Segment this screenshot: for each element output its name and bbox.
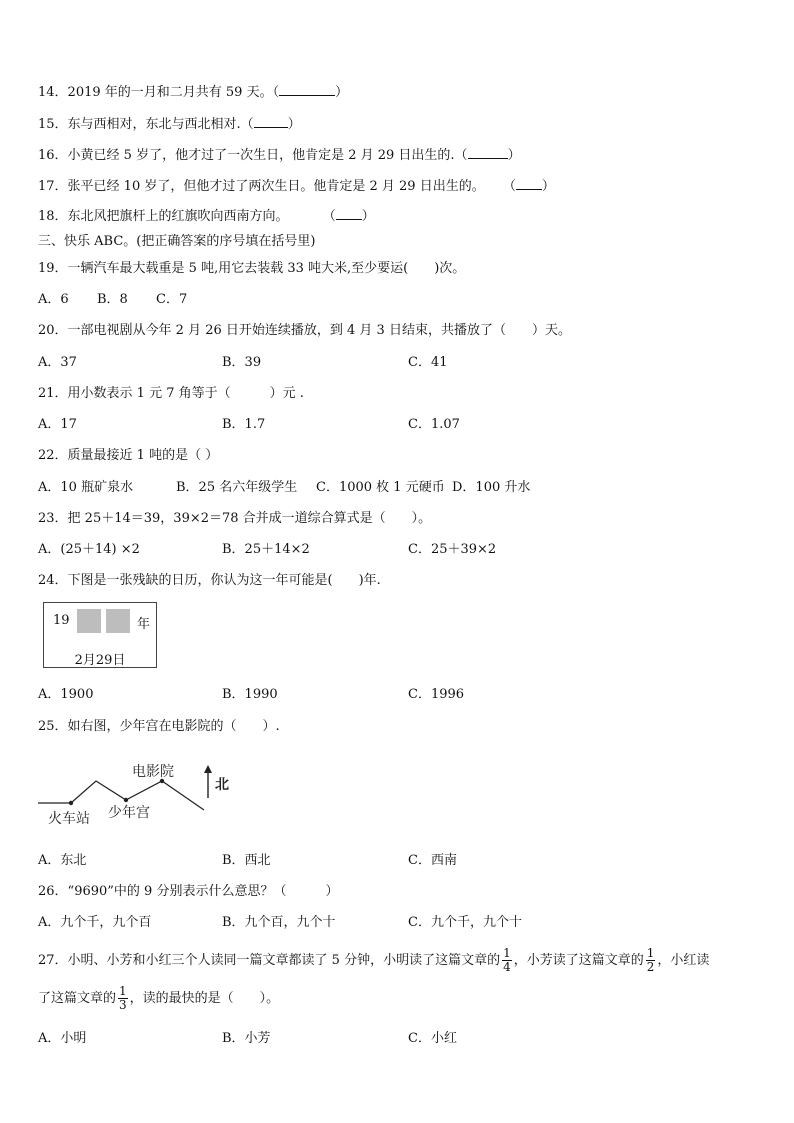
question-25: 25．如右图，少年宫在电影院的（ ）. [38,719,280,734]
option-27-a[interactable]: A．小明 [38,1031,87,1046]
palace-label: 少年宫 [108,805,150,821]
fraction-one-fourth [502,947,512,974]
answer-blank-15[interactable] [254,115,288,128]
option-22-a[interactable]: A．10 瓶矿泉水 [38,480,134,495]
option-24-c[interactable]: C．1996 [408,687,465,702]
question-22: 22．质量最接近 1 吨的是（ ） [38,448,219,463]
question-16 [38,146,521,164]
option-19-a[interactable]: A．6 [38,292,69,307]
cinema-label: 电影院 [132,764,174,780]
option-25-a[interactable]: A．东北 [38,853,87,868]
question-14-text: 14．2019 年的一月和二月共有 59 天。（ [38,85,280,100]
question-20: 20．一部电视剧从今年 2 月 26 日开始连续播放，到 4 月 3 日结束，共播放了（ ）天。 [38,323,571,338]
question-15-text: 15．东与西相对，东北与西北相对.（ [38,117,254,132]
question-27-part-5: ，读的最快的是（ ）。 [129,991,280,1006]
fraction-one-third [118,985,128,1012]
option-21-b[interactable]: B．1.7 [222,417,266,432]
question-27-part-2: ，小芳读了这篇文章的 [513,953,644,968]
fraction-one-half [646,947,656,974]
option-24-a[interactable]: A．1900 [38,687,94,702]
option-25-b[interactable]: B．西北 [222,853,271,868]
option-22-b[interactable]: B．25 名六年级学生 [176,480,298,495]
option-22-d[interactable]: D．100 升水 [452,480,531,495]
question-23: 23．把 25＋14＝39，39×2＝78 合并成一道综合算式是（ ）。 [38,511,432,526]
paren-open: （ [322,209,336,224]
option-23-b[interactable]: B．25＋14×2 [222,542,310,557]
question-27-part-4: 了这篇文章的 [38,991,117,1006]
missing-digit-box [77,609,101,633]
fraction-numerator: 1 [119,984,127,998]
paren-close: ） [335,85,349,100]
fraction-denominator: 3 [119,998,127,1012]
option-27-c[interactable]: C．小红 [408,1031,457,1046]
paren-close: ） [541,179,555,194]
question-17 [38,177,555,195]
paren-close: ） [507,148,521,163]
answer-blank-14[interactable] [279,83,335,96]
question-19: 19．一辆汽车最大载重是 5 吨,用它去装载 33 吨大米,至少要运( )次。 [38,261,466,276]
option-19-b[interactable]: B．8 [97,292,128,307]
question-17-text: 17．张平已经 10 岁了，但他才过了两次生日。他肯定是 2 月 29 日出生的。 [38,179,485,194]
direction-map [34,756,254,832]
fraction-denominator: 4 [503,960,511,974]
answer-blank-16[interactable] [468,146,508,159]
north-arrow-head-icon [204,765,212,773]
calendar-year-suffix: 年 [137,617,151,632]
question-24: 24．下图是一张残缺的日历，你认为这一年可能是( )年. [38,573,381,588]
paren-close: ） [361,209,375,224]
question-16-text: 16．小黄已经 5 岁了，他才过了一次生日，他肯定是 2 月 29 日出生的.（ [38,148,468,163]
fraction-numerator: 1 [503,946,511,960]
option-26-c[interactable]: C．九个千，九个十 [408,915,522,930]
calendar-date: 2月29日 [74,653,126,668]
option-20-a[interactable]: A．37 [38,355,77,370]
option-26-b[interactable]: B．九个百，九个十 [222,915,336,930]
question-15 [38,115,301,133]
option-23-c[interactable]: C．25＋39×2 [408,542,497,557]
option-20-c[interactable]: C．41 [408,355,448,370]
torn-calendar [43,602,157,668]
station-label: 火车站 [48,811,90,827]
question-21: 21．用小数表示 1 元 7 角等于（ ）元 . [38,386,304,401]
option-27-b[interactable]: B．小芳 [222,1031,271,1046]
option-23-a[interactable]: A．(25＋14) ×2 [38,542,140,557]
question-18-text: 18．东北风把旗杆上的红旗吹向西南方向。 [38,209,289,224]
question-27-line-2 [38,984,279,1014]
option-19-c[interactable]: C．7 [156,292,188,307]
option-21-a[interactable]: A．17 [38,417,77,432]
question-27-part-3: ，小红读 [657,953,710,968]
north-label: 北 [215,777,229,793]
answer-blank-18[interactable] [336,207,362,220]
option-24-b[interactable]: B．1990 [222,687,278,702]
fraction-numerator: 1 [646,946,655,960]
paren-open: （ [502,179,516,194]
palace-dot [124,798,128,802]
paren-close: ） [287,117,301,132]
answer-blank-17[interactable] [516,177,542,190]
option-22-c[interactable]: C．1000 枚 1 元硬币 [316,480,445,495]
question-18 [38,207,375,225]
option-20-b[interactable]: B．39 [222,355,262,370]
missing-digit-box [106,609,130,633]
calendar-year-prefix: 19 [53,613,70,628]
option-26-a[interactable]: A．九个千，九个百 [38,915,152,930]
section-3-heading: 三、快乐 ABC。(把正确答案的序号填在括号里) [38,234,316,249]
option-25-c[interactable]: C．西南 [408,853,457,868]
question-14 [38,83,348,101]
option-21-c[interactable]: C．1.07 [408,417,460,432]
fraction-denominator: 2 [646,960,655,974]
question-26: 26．“9690”中的 9 分别表示什么意思？（ ） [38,884,339,899]
question-27-part-1: 27．小明、小芳和小红三个人读同一篇文章都读了 5 分钟，小明读了这篇文章的 [38,953,501,968]
station-dot [69,801,73,805]
question-27-line-1 [38,946,709,976]
